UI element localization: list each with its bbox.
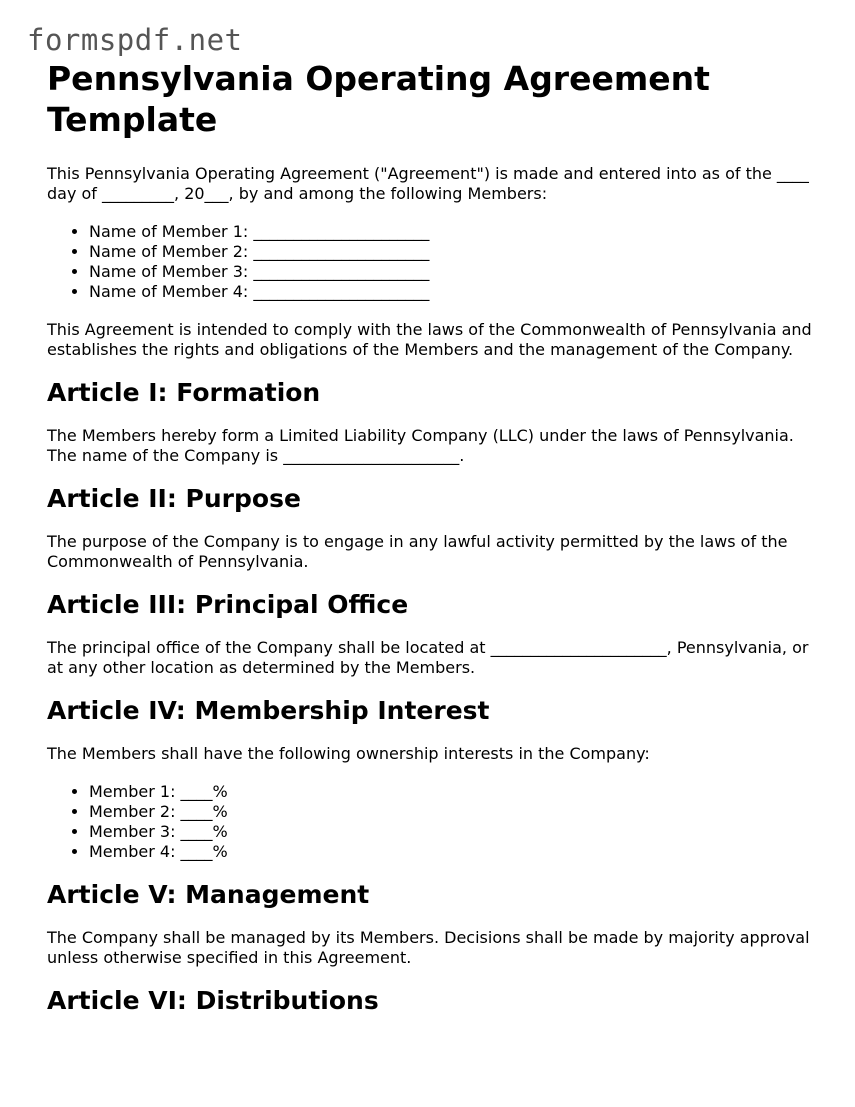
compliance-paragraph: This Agreement is intended to comply with the laws of the Commonwealth of Pennsylvania and establishes the rights and obligations of the Members and the management of the Company.: [47, 320, 812, 359]
member-name-item: • Name of Member 1: ______________________: [89, 222, 817, 242]
article-membership-text: The Members shall have the following ownership interests in the Company:: [47, 744, 650, 763]
article-office-heading: Article III: Principal Office: [47, 590, 409, 619]
member-name-item: • Name of Member 4: ______________________: [89, 282, 817, 302]
watermark: formspdf.net: [27, 23, 243, 57]
ownership-interest-list: [47, 782, 817, 862]
article-office-text: The principal office of the Company shall be located at ______________________, Pennsylvania, or at any other location as determined by the Members.: [47, 638, 809, 677]
ownership-interest-item: • Member 4: ____%: [89, 842, 817, 862]
article-purpose-heading: Article II: Purpose: [47, 484, 301, 513]
ownership-interest-item: • Member 1: ____%: [89, 782, 817, 802]
article-formation-text: The Members hereby form a Limited Liability Company (LLC) under the laws of Pennsylvania. The name of the Company is ______________________.: [47, 426, 794, 465]
member-name-item: • Name of Member 2: ______________________: [89, 242, 817, 262]
article-distributions-heading: Article VI: Distributions: [47, 986, 379, 1015]
member-names-list: [47, 222, 817, 302]
member-name-item: • Name of Member 3: ______________________: [89, 262, 817, 282]
article-management-text: The Company shall be managed by its Members. Decisions shall be made by majority approval unless otherwise specified in this Agreement.: [47, 928, 810, 967]
article-membership-heading: Article IV: Membership Interest: [47, 696, 490, 725]
article-purpose-text: The purpose of the Company is to engage in any lawful activity permitted by the laws of the Commonwealth of Pennsylvania.: [47, 532, 788, 571]
intro-paragraph: This Pennsylvania Operating Agreement ("Agreement") is made and entered into as of the ____ day of _________, 20___, by and among the following Members:: [47, 164, 809, 203]
document-page: [47, 58, 817, 1034]
article-management-heading: Article V: Management: [47, 880, 370, 909]
article-formation-heading: Article I: Formation: [47, 378, 321, 407]
ownership-interest-item: • Member 3: ____%: [89, 822, 817, 842]
document-title: Pennsylvania Operating Agreement Template: [47, 59, 710, 139]
ownership-interest-item: • Member 2: ____%: [89, 802, 817, 822]
